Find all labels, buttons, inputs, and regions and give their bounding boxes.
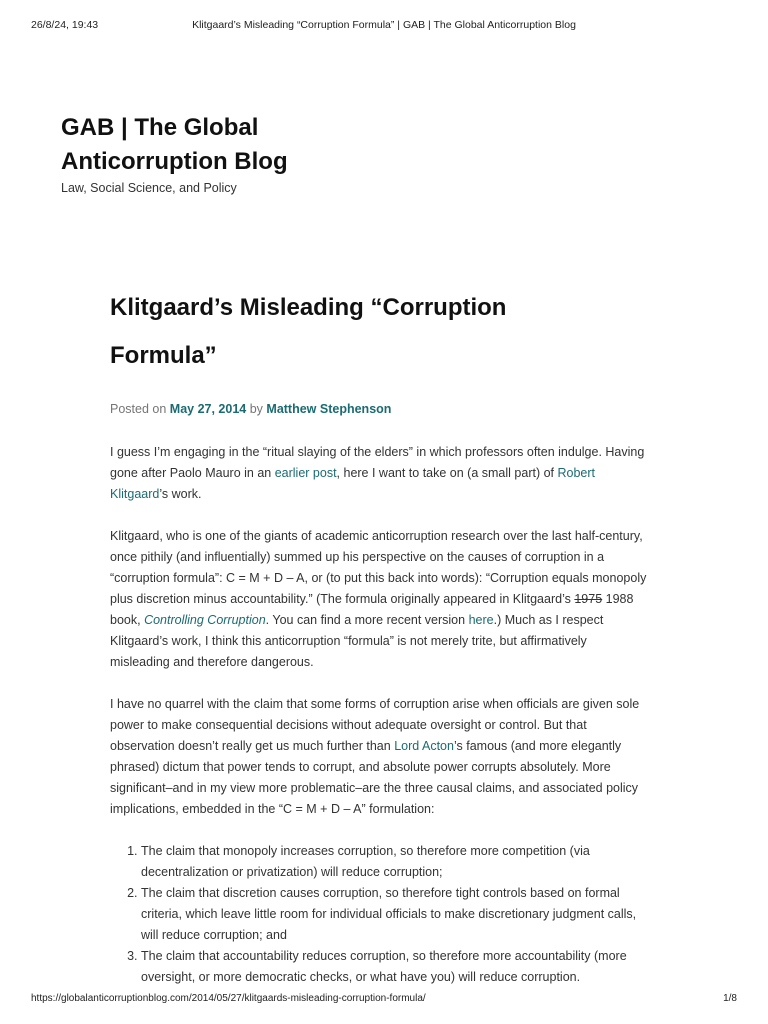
site-title <box>61 111 381 179</box>
site-title-line2: Anticorruption Blog <box>61 148 288 175</box>
p2-text-2: 1988 book, <box>110 592 634 627</box>
p1-text-3: ’s work. <box>159 487 202 501</box>
causal-claims-list <box>110 841 650 988</box>
post-date-link[interactable]: May 27, 2014 <box>169 402 247 416</box>
struck-year: 1975 <box>574 592 603 606</box>
paragraph-1 <box>110 442 650 505</box>
author-link[interactable]: Matthew Stephenson <box>266 402 392 416</box>
paragraph-3 <box>110 694 650 820</box>
site-title-line1: GAB | The Global <box>61 114 259 141</box>
list-item: 2. The claim that discretion causes corruption, so therefore tight controls based on formal criteria, which leave little room for individual officials to make discretionary judgment calls, will reduce corruption; and <box>141 883 650 946</box>
here-link[interactable]: here <box>468 613 494 627</box>
p2-text-1: Klitgaard, who is one of the giants of academic anticorruption research over the last half-century, once pithily (and influentially) summed up his perspective on the causes of corruption in a “corruption formula”: C = M + D – A, or (to put this back into words): “Corruption equals monopoly plus discretion minus accountability.” (The formula originally appeared in Klitgaard’s <box>110 529 647 606</box>
print-header <box>0 19 768 33</box>
posted-on-label: Posted on <box>110 402 167 416</box>
site-tagline: Law, Social Science, and Policy <box>61 181 237 195</box>
entry-content <box>110 442 650 988</box>
print-url: https://globalanticorruptionblog.com/2014/05/27/klitgaards-misleading-corruption-formula/ <box>31 993 426 1004</box>
p1-text-1: I guess I’m engaging in the “ritual slaying of the elders” in which professors often indulge. Having gone after Paolo Mauro in an <box>110 445 645 480</box>
article <box>110 284 650 988</box>
list-item: 1. The claim that monopoly increases corruption, so therefore more competition (via decentralization or privatization) will reduce corruption; <box>141 841 650 883</box>
p2-text-4: .) Much as I respect Klitgaard’s work, I think this anticorruption “formula” is not merely trite, but affirmatively misleading and therefore dangerous. <box>110 613 604 669</box>
site-title-link[interactable] <box>61 114 288 175</box>
entry-meta <box>110 400 650 418</box>
earlier-post-link[interactable]: earlier post <box>274 466 337 480</box>
list-item: 3. The claim that accountability reduces corruption, so therefore more accountability (more oversight, or more democratic checks, or what have you) will reduce corruption. <box>141 946 650 988</box>
by-label: by <box>249 402 263 416</box>
print-page-title: Klitgaard’s Misleading “Corruption Formula” | GAB | The Global Anticorruption Blog <box>192 19 576 31</box>
p2-text-3: . You can find a more recent version <box>265 613 469 627</box>
print-datetime: 26/8/24, 19:43 <box>31 19 99 31</box>
print-footer <box>0 993 768 1007</box>
robert-klitgaard-link[interactable]: Robert Klitgaard <box>110 466 596 501</box>
article-title: Klitgaard’s Misleading “Corruption Formula” <box>110 294 507 369</box>
p1-text-2: , here I want to take on (a small part) of <box>336 466 558 480</box>
print-page-number: 1/8 <box>723 993 737 1004</box>
lord-acton-link[interactable]: Lord Acton <box>394 739 454 753</box>
p3-text-1: I have no quarrel with the claim that some forms of corruption arise when officials are given sole power to make consequential decisions without adequate oversight or control. But that observation doesn’t really get us much further than <box>110 697 640 753</box>
p3-text-2: ’s famous (and more elegantly phrased) dictum that power tends to corrupt, and absolute power corrupts absolutely. More significant–and in my view more problematic–are the three causal claims, and associated policy implications, embedded in the “C = M + D – A” formulation: <box>110 739 639 816</box>
controlling-corruption-link[interactable]: Controlling Corruption <box>144 613 266 627</box>
paragraph-2 <box>110 526 650 673</box>
